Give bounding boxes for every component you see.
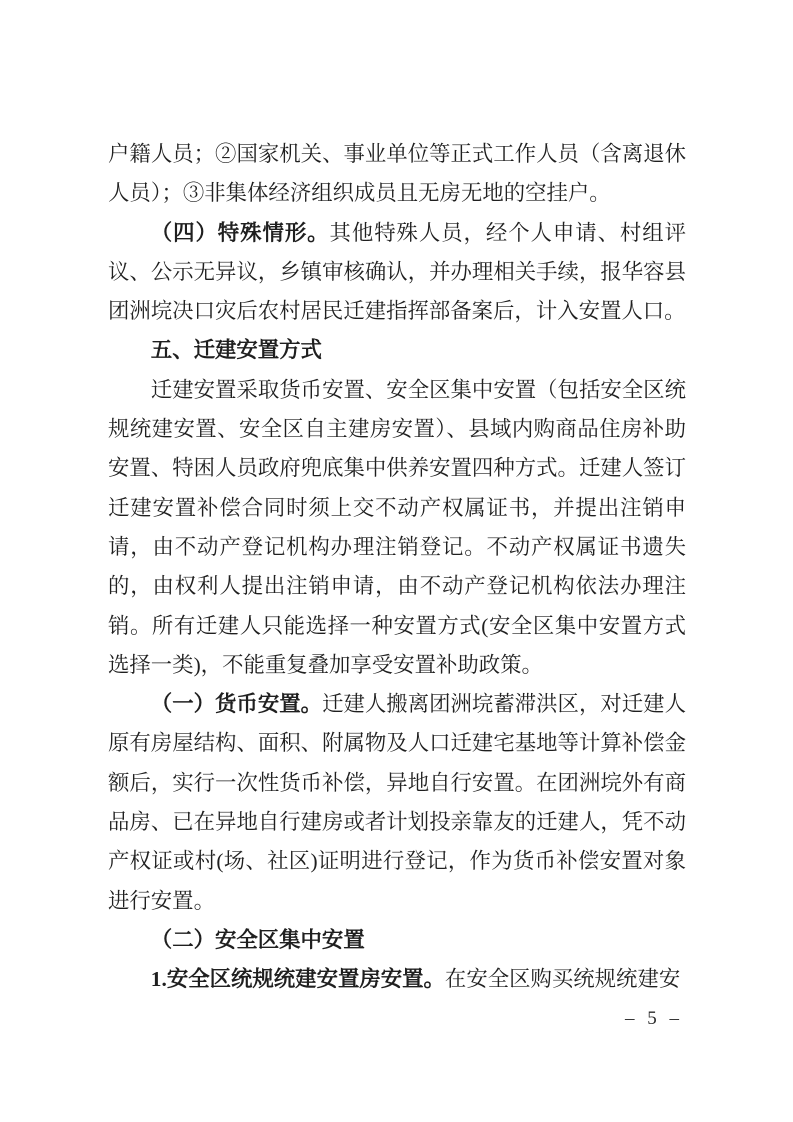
paragraph-relocation-overview [108, 371, 686, 685]
paragraph-monetary-resettlement [108, 685, 686, 921]
paragraph-continuation [108, 135, 686, 214]
paragraph-text: 在安全区购买统规统建安 [444, 967, 681, 992]
document-body [108, 135, 686, 1000]
section-heading-relocation-methods: 五、迁建安置方式 [150, 338, 322, 363]
paragraph-text: 迁建安置采取货币安置、安全区集中安置（包括安全区统规统建安置、安全区自主建房安置）、县域内购商品住房补助安置、特困人员政府兜底集中供养安置四种方式。迁建人签订迁建安置补偿合同时须上交不动产权属证书，并提出注销申请，由不动产登记机构办理注销登记。不动产权属证书遗失的，由权利人提出注销申请，由不动产登记机构依法办理注销。所有迁建人只能选择一种安置方式(安全区集中安置方式选择一类)，不能重复叠加享受安置补助政策。 [108, 377, 686, 677]
paragraph-lead-special-cases: （四）特殊情形。 [150, 220, 330, 245]
paragraph-text: 户籍人员；②国家机关、事业单位等正式工作人员（含离退休人员）；③非集体经济组织成员且无房无地的空挂户。 [108, 142, 686, 206]
paragraph-lead-monetary-resettlement: （一）货币安置。 [150, 692, 323, 717]
page-number: – 5 – [625, 1008, 683, 1029]
paragraph-text: 迁建人搬离团洲垸蓄滞洪区，对迁建人原有房屋结构、面积、附属物及人口迁建宅基地等计算补偿金额后，实行一次性货币补偿，异地自行安置。在团洲垸外有商品房、已在异地自行建房或者计划投亲靠友的迁建人，凭不动产权证或村(场、社区)证明进行登记，作为货币补偿安置对象进行安置。 [108, 692, 686, 913]
paragraph-special-cases [108, 214, 686, 332]
paragraph-unified-housing [108, 960, 686, 999]
paragraph-text: 其他特殊人员，经个人申请、村组评议、公示无异议，乡镇审核确认，并办理相关手续，报华容县团洲垸决口灾后农村居民迁建指挥部备案后，计入安置人口。 [108, 220, 686, 324]
paragraph-lead-unified-housing: 1.安全区统规统建安置房安置。 [150, 967, 445, 992]
subsection-heading-safe-zone-resettlement: （二）安全区集中安置 [150, 927, 365, 952]
